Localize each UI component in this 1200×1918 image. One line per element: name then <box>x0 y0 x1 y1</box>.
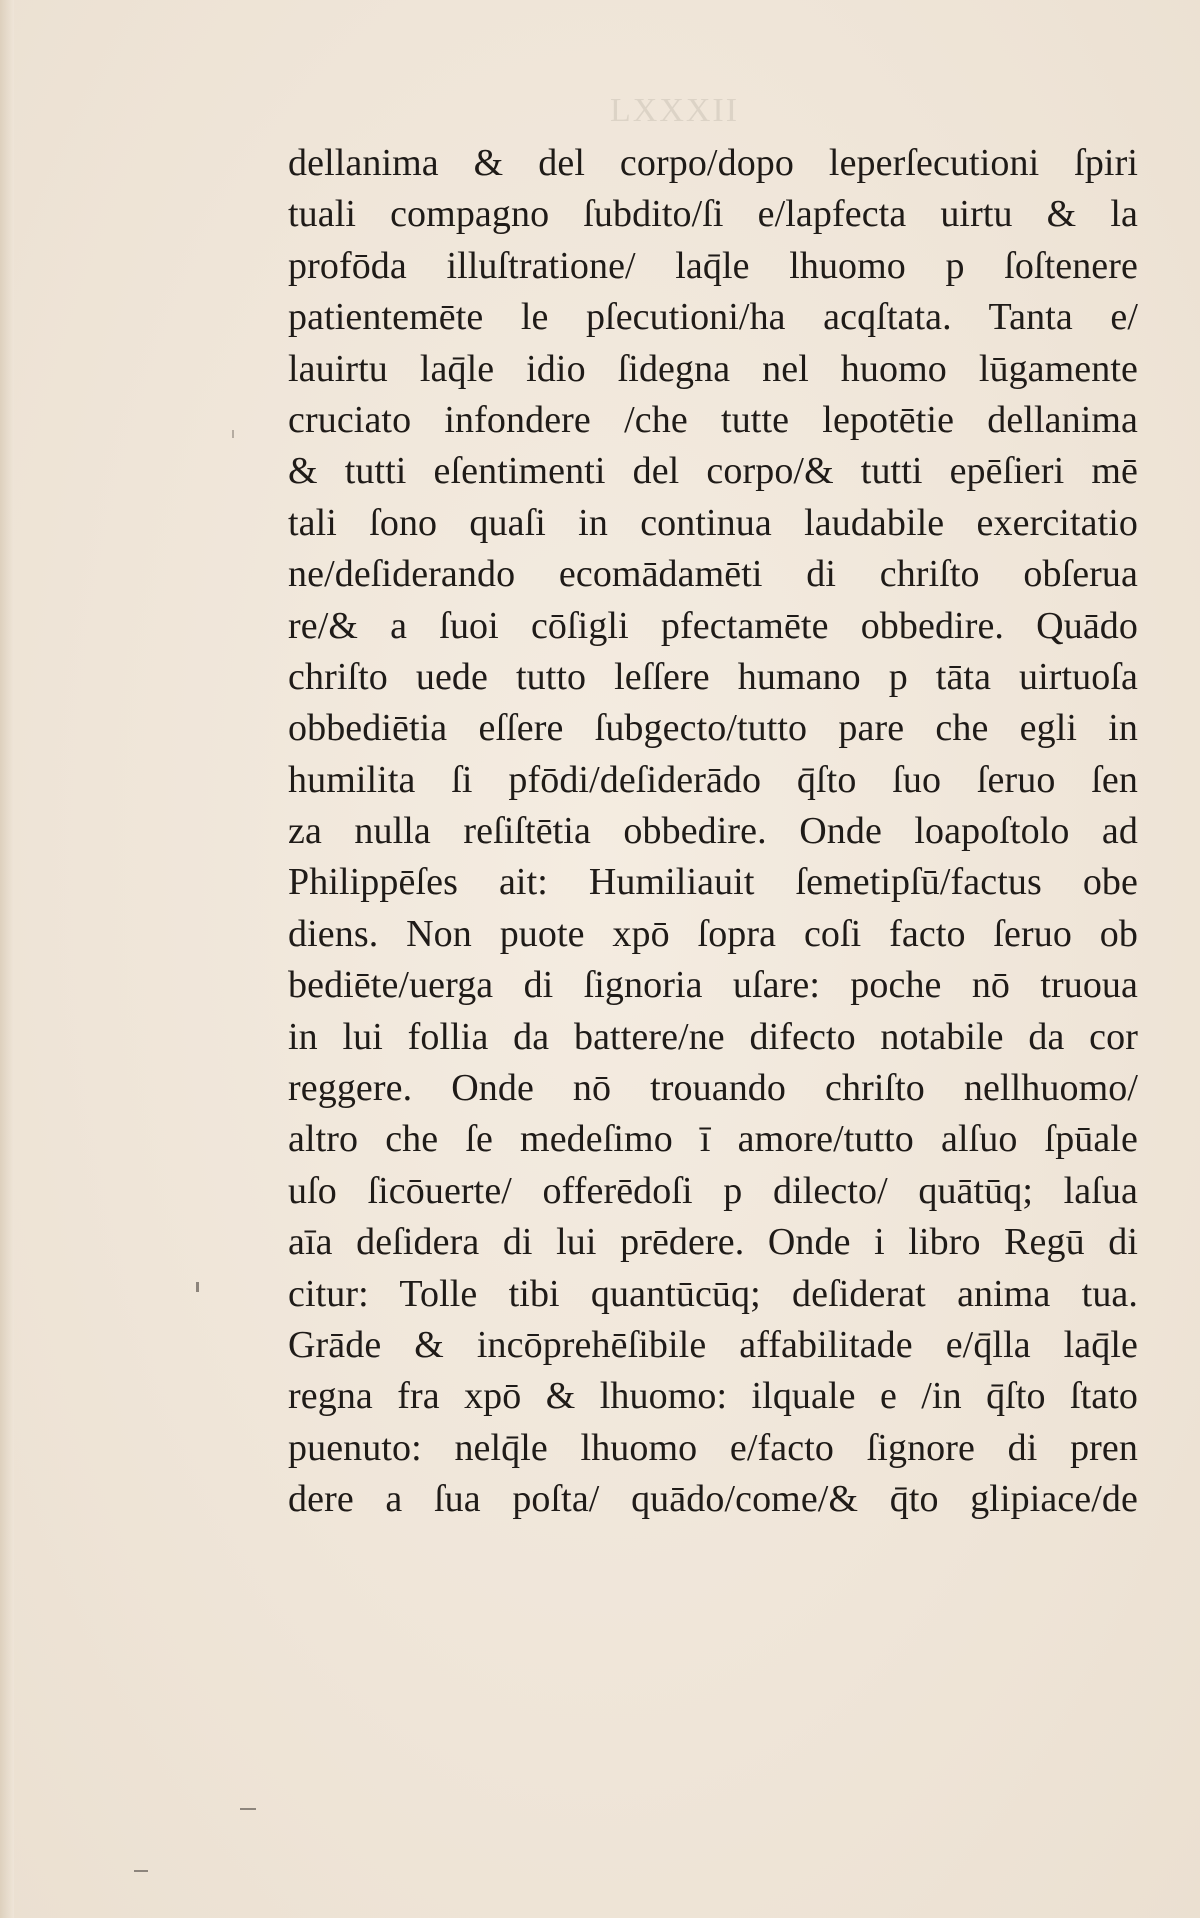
text-line: puenuto: nelq̄le lhuomo e/facto ſignore di pren <box>288 1426 1138 1469</box>
text-line: cruciato infondere /che tutte lepotētie dellanima <box>288 398 1138 441</box>
text-line: obbediētia eſſere ſubgecto/tutto pare che egli in <box>288 707 1138 750</box>
text-line: in lui follia da battere/ne difecto notabile da cor <box>288 1015 1138 1058</box>
text-line: Grāde & incōprehēſibile affabilitade e/q̄lla laq̄le <box>288 1323 1138 1366</box>
margin-speck <box>232 430 234 438</box>
text-line: za nulla reſiſtētia obbedire. Onde loapoſtolo ad <box>288 810 1138 853</box>
text-line: citur: Tolle tibi quantūcūq; deſiderat anima tua. <box>288 1272 1138 1315</box>
text-line: lauirtu laq̄le idio ſidegna nel huomo lūgamente <box>288 347 1138 390</box>
text-line: uſo ſicōuerte/ offerēdoſi p dilecto/ quātūq; laſua <box>288 1169 1138 1212</box>
text-line: reggere. Onde nō trouando chriſto nellhuomo/ <box>288 1067 1138 1110</box>
text-line: dellanima & del corpo/dopo leperſecutioni ſpiri <box>288 142 1138 184</box>
text-line: tuali compagno ſubdito/ſi e/lapfecta uirtu & la <box>288 193 1138 236</box>
text-line: re/& a ſuoi cōſigli pfectamēte obbedire. Quādo <box>288 604 1138 647</box>
margin-speck <box>196 1282 199 1292</box>
text-line: dere a ſua poſta/ quādo/come/& q̄to glipiace/de <box>288 1478 1138 1521</box>
folio-number: LXXXII <box>610 92 740 129</box>
text-line: & tutti eſentimenti del corpo/& tutti epēſieri mē <box>288 450 1138 493</box>
text-line: altro che ſe medeſimo ī amore/tutto alſuo ſpūale <box>288 1118 1138 1161</box>
text-line: aīa deſidera di lui prēdere. Onde i libro Regū di <box>288 1221 1138 1264</box>
text-line: patientemēte le pſecutioni/ha acqſtata. Tanta e/ <box>288 296 1138 339</box>
text-line: chriſto uede tutto leſſere humano p tāta uirtuoſa <box>288 655 1138 698</box>
page-gutter-edge <box>0 0 14 1918</box>
text-line: bediēte/uerga di ſignoria uſare: poche nō truoua <box>288 964 1138 1007</box>
text-line: diens. Non puote xpō ſopra coſi facto ſeruo ob <box>288 912 1138 955</box>
text-line: profōda illuſtratione/ laq̄le lhuomo p ſoſtenere <box>288 244 1138 287</box>
margin-speck <box>134 1870 148 1872</box>
text-line: Philippēſes ait: Humiliauit ſemetipſū/factus obe <box>288 861 1138 904</box>
text-line: humilita ſi pfōdi/deſiderādo q̄ſto ſuo ſeruo ſen <box>288 758 1138 801</box>
text-line: tali ſono quaſi in continua laudabile exercitatio <box>288 501 1138 544</box>
margin-speck <box>240 1808 256 1810</box>
text-block <box>288 138 1138 1526</box>
text-line: ne/deſiderando ecomādamēti di chriſto obſerua <box>288 553 1138 596</box>
text-line: regna fra xpō & lhuomo: ilquale e /in q̄ſto ſtato <box>288 1375 1138 1418</box>
